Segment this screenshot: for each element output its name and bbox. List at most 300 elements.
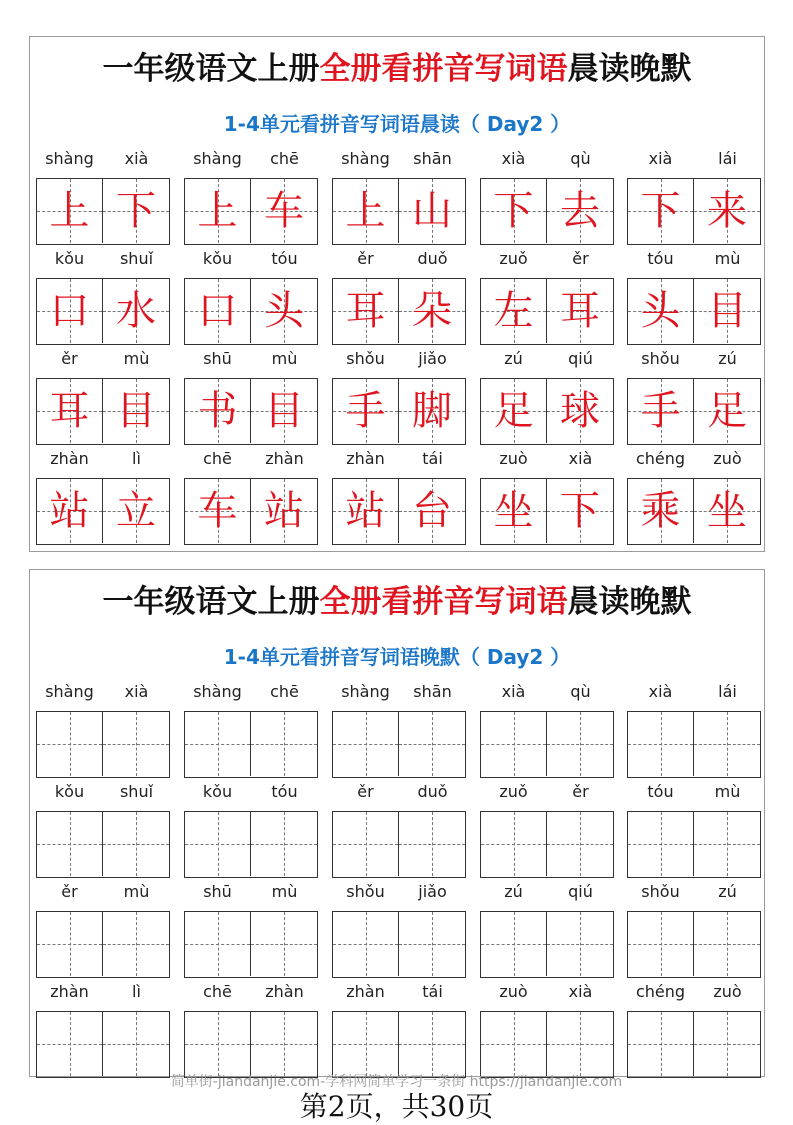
guide-line-vertical (432, 812, 433, 876)
word-pair (480, 678, 614, 778)
pinyin-label: shuǐ (119, 782, 154, 801)
pinyin-label: shàng (193, 682, 242, 701)
guide-line-vertical (514, 712, 515, 776)
tian-grid-cell[interactable] (103, 712, 169, 776)
tian-grid-cell (628, 179, 694, 243)
pinyin-label: zuò (713, 982, 742, 1001)
tian-grid-box[interactable] (627, 1011, 761, 1078)
hanzi-character: 头 (264, 288, 304, 334)
word-row (36, 778, 760, 878)
guide-line-vertical (284, 1012, 285, 1076)
word-row (36, 678, 760, 778)
tian-grid-cell[interactable] (103, 912, 169, 976)
pinyin-label: kǒu (202, 782, 233, 801)
pinyin-label: xià (124, 682, 149, 701)
tian-grid-box (184, 478, 318, 545)
tian-grid-cell (251, 179, 317, 243)
pinyin-label: chē (270, 682, 299, 701)
tian-grid-cell (333, 279, 399, 343)
word-pair (480, 445, 614, 545)
pinyin-label: zuǒ (499, 249, 528, 268)
pinyin-label: tóu (271, 249, 298, 268)
guide-line-vertical (661, 812, 662, 876)
pinyin-label: zuò (499, 982, 528, 1001)
pinyin-label: zhàn (346, 449, 385, 468)
tian-grid-cell[interactable] (251, 712, 317, 776)
word-pair (184, 978, 318, 1078)
hanzi-character: 车 (197, 488, 238, 534)
pinyin-label: zhàn (50, 982, 89, 1001)
word-pair (184, 778, 318, 878)
tian-grid-cell (481, 379, 547, 443)
tian-grid-cell (185, 479, 251, 543)
hanzi-character: 口 (197, 288, 238, 334)
word-pair (627, 978, 761, 1078)
word-row (36, 345, 760, 445)
tian-grid-cell (481, 279, 547, 343)
guide-line-vertical (514, 1012, 515, 1076)
hanzi-character: 站 (345, 488, 386, 534)
hanzi-character: 上 (197, 188, 238, 234)
tian-grid-box[interactable] (480, 1011, 614, 1078)
tian-grid-cell[interactable] (628, 1012, 694, 1076)
pinyin-label: xià (648, 682, 673, 701)
pinyin-label: chē (203, 982, 232, 1001)
tian-grid-cell (547, 479, 613, 543)
pinyin-label: ěr (61, 882, 78, 901)
tian-grid-box[interactable] (184, 1011, 318, 1078)
pinyin-label: shàng (45, 149, 94, 168)
word-pair (36, 245, 170, 345)
guide-line-vertical (284, 712, 285, 776)
guide-line-vertical (70, 912, 71, 976)
tian-grid-cell (37, 279, 103, 343)
tian-grid-box (332, 278, 466, 345)
tian-grid-box[interactable] (36, 1011, 170, 1078)
pinyin-label: kǒu (54, 249, 85, 268)
guide-line-vertical (661, 1012, 662, 1076)
tian-grid-cell (694, 479, 760, 543)
guide-line-vertical (432, 712, 433, 776)
panel-title (30, 582, 764, 622)
pinyin-label: shàng (341, 149, 390, 168)
word-row (36, 145, 760, 245)
pinyin-label: kǒu (54, 782, 85, 801)
guide-line-vertical (218, 812, 219, 876)
tian-grid-box (36, 178, 170, 245)
word-pair (480, 345, 614, 445)
tian-grid-cell (694, 279, 760, 343)
guide-line-vertical (366, 1012, 367, 1076)
guide-line-vertical (727, 1012, 728, 1076)
word-pair (627, 145, 761, 245)
tian-grid-cell (103, 179, 169, 243)
word-pair (480, 245, 614, 345)
pinyin-label: tóu (271, 782, 298, 801)
word-pair (332, 978, 466, 1078)
pinyin-label: qiú (568, 349, 593, 368)
guide-line-vertical (218, 1012, 219, 1076)
pinyin-label: zuò (713, 449, 742, 468)
word-grid (36, 678, 760, 1078)
tian-grid-cell[interactable] (628, 912, 694, 976)
hanzi-character: 坐 (493, 488, 534, 534)
hanzi-character: 目 (264, 388, 304, 434)
tian-grid-box[interactable] (36, 911, 170, 978)
tian-grid-box[interactable] (332, 1011, 466, 1078)
guide-line-vertical (580, 712, 581, 776)
hanzi-character: 乘 (640, 488, 681, 534)
guide-line-vertical (661, 712, 662, 776)
tian-grid-cell[interactable] (481, 812, 547, 876)
word-row (36, 978, 760, 1078)
title-part-red: 全册看拼音写词语 (319, 51, 568, 87)
tian-grid-cell[interactable] (399, 812, 465, 876)
tian-grid-cell[interactable] (547, 912, 613, 976)
pinyin-label: shàng (45, 682, 94, 701)
tian-grid-cell[interactable] (251, 912, 317, 976)
tian-grid-box (184, 378, 318, 445)
pinyin-label: shān (413, 149, 452, 168)
word-row (36, 445, 760, 545)
tian-grid-cell (37, 479, 103, 543)
tian-grid-box[interactable] (184, 911, 318, 978)
pinyin-label: shū (203, 349, 232, 368)
tian-grid-cell (103, 379, 169, 443)
guide-line-vertical (580, 1012, 581, 1076)
tian-grid-cell[interactable] (251, 812, 317, 876)
pinyin-label: xià (568, 449, 593, 468)
word-pair (36, 345, 170, 445)
word-row (36, 878, 760, 978)
pinyin-label: mù (123, 882, 150, 901)
word-pair (332, 145, 466, 245)
word-pair (184, 678, 318, 778)
word-pair (184, 445, 318, 545)
pinyin-label: lì (132, 982, 141, 1001)
tian-grid-cell[interactable] (185, 912, 251, 976)
tian-grid-cell[interactable] (694, 812, 760, 876)
pinyin-label: mù (123, 349, 150, 368)
tian-grid-cell[interactable] (694, 912, 760, 976)
tian-grid-box[interactable] (480, 911, 614, 978)
tian-grid-cell[interactable] (547, 712, 613, 776)
title-part-1: 一年级语文上册 (102, 51, 320, 87)
tian-grid-box[interactable] (480, 711, 614, 778)
pinyin-label: xià (124, 149, 149, 168)
tian-grid-cell (103, 279, 169, 343)
word-pair (184, 245, 318, 345)
hanzi-character: 上 (345, 188, 386, 234)
guide-line-vertical (136, 712, 137, 776)
tian-grid-cell[interactable] (103, 1012, 169, 1076)
word-pair (36, 145, 170, 245)
pinyin-label: shǒu (346, 349, 385, 368)
word-pair (332, 878, 466, 978)
word-pair (332, 778, 466, 878)
tian-grid-box (36, 278, 170, 345)
pinyin-label: zhàn (346, 982, 385, 1001)
tian-grid-box (480, 178, 614, 245)
tian-grid-box[interactable] (332, 911, 466, 978)
hanzi-character: 下 (493, 188, 534, 234)
guide-line-vertical (366, 912, 367, 976)
tian-grid-cell[interactable] (628, 812, 694, 876)
tian-grid-cell[interactable] (694, 1012, 760, 1076)
guide-line-vertical (218, 712, 219, 776)
tian-grid-cell[interactable] (399, 1012, 465, 1076)
guide-line-vertical (70, 812, 71, 876)
pinyin-label: chéng (635, 449, 686, 468)
tian-grid-cell[interactable] (37, 712, 103, 776)
pinyin-label: kǒu (202, 249, 233, 268)
hanzi-character: 口 (49, 288, 90, 334)
tian-grid-cell[interactable] (37, 812, 103, 876)
tian-grid-cell (333, 479, 399, 543)
pinyin-label: chē (203, 449, 232, 468)
word-pair (332, 678, 466, 778)
hanzi-character: 下 (560, 488, 600, 534)
tian-grid-cell[interactable] (547, 1012, 613, 1076)
pinyin-label: mù (271, 349, 298, 368)
tian-grid-cell[interactable] (399, 912, 465, 976)
hanzi-character: 耳 (49, 388, 90, 434)
word-pair (480, 778, 614, 878)
pinyin-label: xià (648, 149, 673, 168)
hanzi-character: 头 (640, 288, 681, 334)
pinyin-label: duǒ (417, 782, 448, 801)
pinyin-label: chéng (635, 982, 686, 1001)
word-pair (184, 345, 318, 445)
tian-grid-box (184, 178, 318, 245)
tian-grid-box[interactable] (627, 711, 761, 778)
tian-grid-cell (628, 479, 694, 543)
hanzi-character: 手 (345, 388, 386, 434)
guide-line-vertical (580, 912, 581, 976)
tian-grid-box[interactable] (627, 911, 761, 978)
pinyin-label: mù (271, 882, 298, 901)
tian-grid-cell[interactable] (481, 912, 547, 976)
pinyin-label: zú (504, 882, 523, 901)
hanzi-character: 球 (560, 388, 600, 434)
tian-grid-cell[interactable] (103, 812, 169, 876)
watermark-text: 简单街-jiandanjie.com-学科网简单学习一条街 https://jiandanjie.com (170, 1074, 623, 1090)
tian-grid-cell[interactable] (481, 712, 547, 776)
word-pair (36, 678, 170, 778)
tian-grid-box[interactable] (36, 811, 170, 878)
hanzi-character: 上 (49, 188, 90, 234)
hanzi-character: 水 (116, 288, 156, 334)
guide-line-vertical (366, 712, 367, 776)
pinyin-label: tóu (647, 249, 674, 268)
guide-line-vertical (432, 1012, 433, 1076)
hanzi-character: 朵 (412, 288, 452, 334)
tian-grid-cell[interactable] (333, 912, 399, 976)
tian-grid-cell (628, 379, 694, 443)
tian-grid-cell[interactable] (481, 1012, 547, 1076)
tian-grid-cell (399, 379, 465, 443)
tian-grid-cell[interactable] (628, 712, 694, 776)
tian-grid-cell (185, 179, 251, 243)
pinyin-label: zuò (499, 449, 528, 468)
pinyin-label: qù (570, 149, 591, 168)
tian-grid-cell (333, 179, 399, 243)
tian-grid-cell[interactable] (251, 1012, 317, 1076)
title-part-red: 全册看拼音写词语 (319, 584, 568, 620)
hanzi-character: 耳 (345, 288, 386, 334)
tian-grid-box[interactable] (332, 711, 466, 778)
pinyin-label: xià (568, 982, 593, 1001)
word-pair (332, 345, 466, 445)
tian-grid-cell[interactable] (185, 712, 251, 776)
tian-grid-box (627, 178, 761, 245)
word-pair (627, 778, 761, 878)
hanzi-character: 坐 (707, 488, 747, 534)
pinyin-label: zhàn (265, 982, 304, 1001)
tian-grid-cell[interactable] (333, 812, 399, 876)
hanzi-character: 书 (197, 388, 238, 434)
tian-grid-cell (694, 379, 760, 443)
tian-grid-box[interactable] (332, 811, 466, 878)
tian-grid-box[interactable] (184, 711, 318, 778)
word-pair (627, 445, 761, 545)
word-pair (332, 245, 466, 345)
guide-line-vertical (727, 712, 728, 776)
tian-grid-cell (399, 279, 465, 343)
tian-grid-box (36, 378, 170, 445)
pinyin-label: shū (203, 882, 232, 901)
pinyin-label: lì (132, 449, 141, 468)
tian-grid-cell[interactable] (185, 812, 251, 876)
hanzi-character: 耳 (560, 288, 600, 334)
hanzi-character: 下 (640, 188, 681, 234)
tian-grid-box (627, 378, 761, 445)
tian-grid-box (184, 278, 318, 345)
guide-line-vertical (136, 812, 137, 876)
tian-grid-cell (694, 179, 760, 243)
tian-grid-cell (185, 379, 251, 443)
title-part-2: 晨读晚默 (567, 51, 692, 87)
morning-reading-panel (29, 36, 765, 552)
word-row (36, 245, 760, 345)
word-pair (36, 878, 170, 978)
tian-grid-box (480, 278, 614, 345)
tian-grid-box[interactable] (36, 711, 170, 778)
guide-line-vertical (136, 1012, 137, 1076)
guide-line-vertical (727, 812, 728, 876)
pinyin-label: chē (270, 149, 299, 168)
tian-grid-cell (399, 179, 465, 243)
hanzi-character: 目 (707, 288, 747, 334)
tian-grid-box[interactable] (184, 811, 318, 878)
tian-grid-box[interactable] (627, 811, 761, 878)
page-number: 第2页，共30页 (299, 1090, 494, 1123)
word-pair (36, 778, 170, 878)
pinyin-label: zuǒ (499, 782, 528, 801)
tian-grid-cell[interactable] (547, 812, 613, 876)
pinyin-label: zhàn (265, 449, 304, 468)
hanzi-character: 下 (116, 188, 156, 234)
pinyin-label: zú (718, 349, 737, 368)
tian-grid-cell (399, 479, 465, 543)
hanzi-character: 立 (116, 488, 156, 534)
tian-grid-cell[interactable] (37, 912, 103, 976)
pinyin-label: qiú (568, 882, 593, 901)
pinyin-label: mù (714, 782, 741, 801)
guide-line-vertical (284, 812, 285, 876)
hanzi-character: 目 (116, 388, 156, 434)
tian-grid-cell[interactable] (694, 712, 760, 776)
tian-grid-cell[interactable] (333, 1012, 399, 1076)
hanzi-character: 手 (640, 388, 681, 434)
panel-subtitle: 1-4单元看拼音写词语晨读（ Day2 ） (223, 112, 571, 136)
word-pair (184, 878, 318, 978)
tian-grid-cell (481, 179, 547, 243)
guide-line-vertical (70, 1012, 71, 1076)
pinyin-label: mù (714, 249, 741, 268)
tian-grid-cell (37, 179, 103, 243)
guide-line-vertical (661, 912, 662, 976)
word-pair (332, 445, 466, 545)
tian-grid-box (332, 478, 466, 545)
pinyin-label: jiǎo (418, 349, 447, 368)
pinyin-label: zhàn (50, 449, 89, 468)
tian-grid-box (627, 478, 761, 545)
hanzi-character: 去 (560, 188, 600, 234)
tian-grid-cell (103, 479, 169, 543)
tian-grid-cell (481, 479, 547, 543)
guide-line-vertical (70, 712, 71, 776)
pinyin-label: duǒ (417, 249, 448, 268)
tian-grid-cell (37, 379, 103, 443)
tian-grid-box (36, 478, 170, 545)
guide-line-vertical (727, 912, 728, 976)
hanzi-character: 足 (707, 388, 747, 434)
pinyin-label: ěr (572, 782, 589, 801)
tian-grid-cell (185, 279, 251, 343)
tian-grid-cell (333, 379, 399, 443)
tian-grid-cell[interactable] (399, 712, 465, 776)
guide-line-vertical (366, 812, 367, 876)
pinyin-label: shǒu (641, 882, 680, 901)
guide-line-vertical (218, 912, 219, 976)
pinyin-label: tái (422, 449, 443, 468)
guide-line-vertical (136, 912, 137, 976)
pinyin-label: shǒu (641, 349, 680, 368)
guide-line-vertical (580, 812, 581, 876)
word-pair (480, 145, 614, 245)
pinyin-label: tóu (647, 782, 674, 801)
hanzi-character: 山 (412, 188, 452, 234)
tian-grid-cell (628, 279, 694, 343)
tian-grid-box (480, 378, 614, 445)
word-pair (36, 445, 170, 545)
word-pair (627, 245, 761, 345)
tian-grid-cell[interactable] (333, 712, 399, 776)
tian-grid-box[interactable] (480, 811, 614, 878)
tian-grid-cell (547, 379, 613, 443)
tian-grid-box (480, 478, 614, 545)
pinyin-label: zú (504, 349, 523, 368)
guide-line-vertical (514, 812, 515, 876)
guide-line-vertical (284, 912, 285, 976)
tian-grid-box (332, 178, 466, 245)
tian-grid-cell[interactable] (37, 1012, 103, 1076)
tian-grid-cell[interactable] (185, 1012, 251, 1076)
pinyin-label: shǒu (346, 882, 385, 901)
pinyin-label: ěr (61, 349, 78, 368)
tian-grid-box (627, 278, 761, 345)
